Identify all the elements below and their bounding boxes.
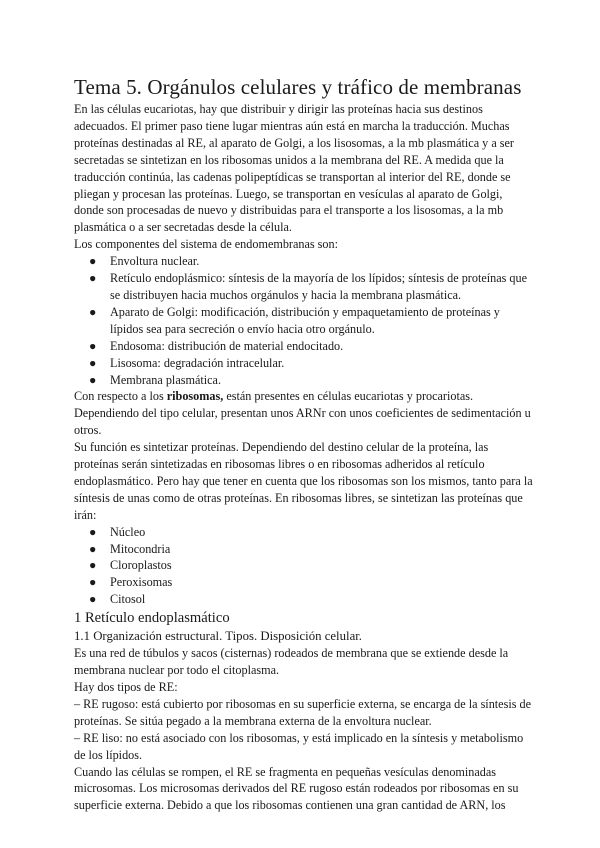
bullet-icon: ●	[89, 592, 97, 607]
bullet-icon: ●	[89, 575, 97, 590]
list-item: ● Lisosoma: degradación intracelular.	[89, 355, 285, 370]
document-page	[74, 74, 534, 814]
bullet-icon: ●	[89, 254, 97, 269]
list-item: ● Cloroplastos	[89, 558, 172, 573]
re-types-intro: Hay dos tipos de RE:	[74, 680, 178, 694]
list-item: ● Mitocondria	[89, 541, 171, 556]
list-item: ● Endosoma: distribución de material endocitado.	[89, 338, 344, 353]
bullet-icon: ●	[89, 304, 97, 319]
bullet-icon: ●	[89, 372, 97, 387]
destinations-list	[74, 524, 534, 609]
bullet-icon: ●	[89, 541, 97, 556]
ribosome-function-paragraph: Su función es sintetizar proteínas. Dependiendo del destino celular de la proteína, las proteínas serán sintetizadas en ribosomas libres o en ribosomas adheridos al retículo endoplasmático. Pero hay que tener en cuenta que los ribosomas son los mismos, tanto para la síntesis de unas como de otras proteínas. En ribosomas libres, se sintetizan las proteínas que irán:	[74, 440, 533, 522]
subsection-heading: 1.1 Organización estructural. Tipos. Disposición celular.	[74, 629, 363, 644]
bullet-icon: ●	[89, 524, 97, 539]
re-definition-paragraph: Es una red de túbulos y sacos (cisternas) rodeados de membrana que se extiende desde la membrana nuclear por todo el citoplasma.	[74, 646, 509, 678]
microsomes-paragraph: Cuando las células se rompen, el RE se fragmenta en pequeñas vesículas denominadas microsomas. Los microsomas derivados del RE rugoso están rodeados por ribosomas en su superficie externa. Debido a que los ribosomas contienen una gran cantidad de ARN, los	[74, 764, 519, 813]
bullet-icon: ●	[89, 355, 97, 370]
components-list	[74, 253, 534, 388]
bullet-icon: ●	[89, 338, 97, 353]
bullet-icon: ●	[89, 271, 97, 286]
re-rough-item: – RE rugoso: está cubierto por ribosomas en su superficie externa, se encarga de la síntesis de proteínas. Se sitúa pegado a la membrana externa de la envoltura nuclear.	[74, 696, 532, 728]
list-item: ● Núcleo	[89, 524, 146, 539]
ribosomes-term: ribosomas,	[166, 389, 224, 404]
section-heading: 1 Retículo endoplasmático	[74, 610, 230, 627]
components-intro: Los componentes del sistema de endomembranas son:	[74, 237, 339, 252]
intro-paragraph: En las células eucariotas, hay que distribuir y dirigir las proteínas hacia sus destinos adecuados. El primer paso tiene lugar mientras aún está en marcha la traducción. Muchas proteínas destinadas al RE, al aparato de Golgi, a los lisosomas, a la mb plasmática y a ser secretadas se sintetizan en los ribosomas unidos a la membrana del RE. A medida que la traducción continúa, las cadenas polipeptídicas se transportan al interior del RE, donde se pliegan y procesan las proteínas. Luego, se transportan en vesículas al aparato de Golgi, donde son procesadas de nuevo y distribuidas para el transporte a los lisosomas, a la mb plasmática o a ser secretadas desde la célula.	[74, 102, 514, 235]
list-item: ● Membrana plasmática.	[89, 372, 221, 387]
ribosomes-paragraph: Con respecto a los ribosomas, están presentes en células eucariotas y procariotas. Dependiendo del tipo celular, presentan unos ARNr con unos coeficientes de sedimentación u otros.	[74, 389, 531, 438]
list-item: ● Aparato de Golgi: modificación, distribución y empaquetamiento de proteínas y lípidos sea para secreción o envío hacia otro orgánulo.	[89, 304, 500, 336]
page-title: Tema 5. Orgánulos celulares y tráfico de membranas	[74, 75, 522, 99]
list-item: ● Envoltura nuclear.	[89, 254, 200, 269]
list-item: ● Peroxisomas	[89, 575, 173, 590]
list-item: ● Retículo endoplásmico: síntesis de la mayoría de los lípidos; síntesis de proteínas que se distribuyen hacia muchos orgánulos y hacia la membrana plasmática.	[89, 271, 528, 302]
re-smooth-item: – RE liso: no está asociado con los ribosomas, y está implicado en la síntesis y metabolismo de los lípidos.	[74, 730, 524, 762]
bullet-icon: ●	[89, 558, 97, 573]
list-item: ● Citosol	[89, 592, 146, 607]
